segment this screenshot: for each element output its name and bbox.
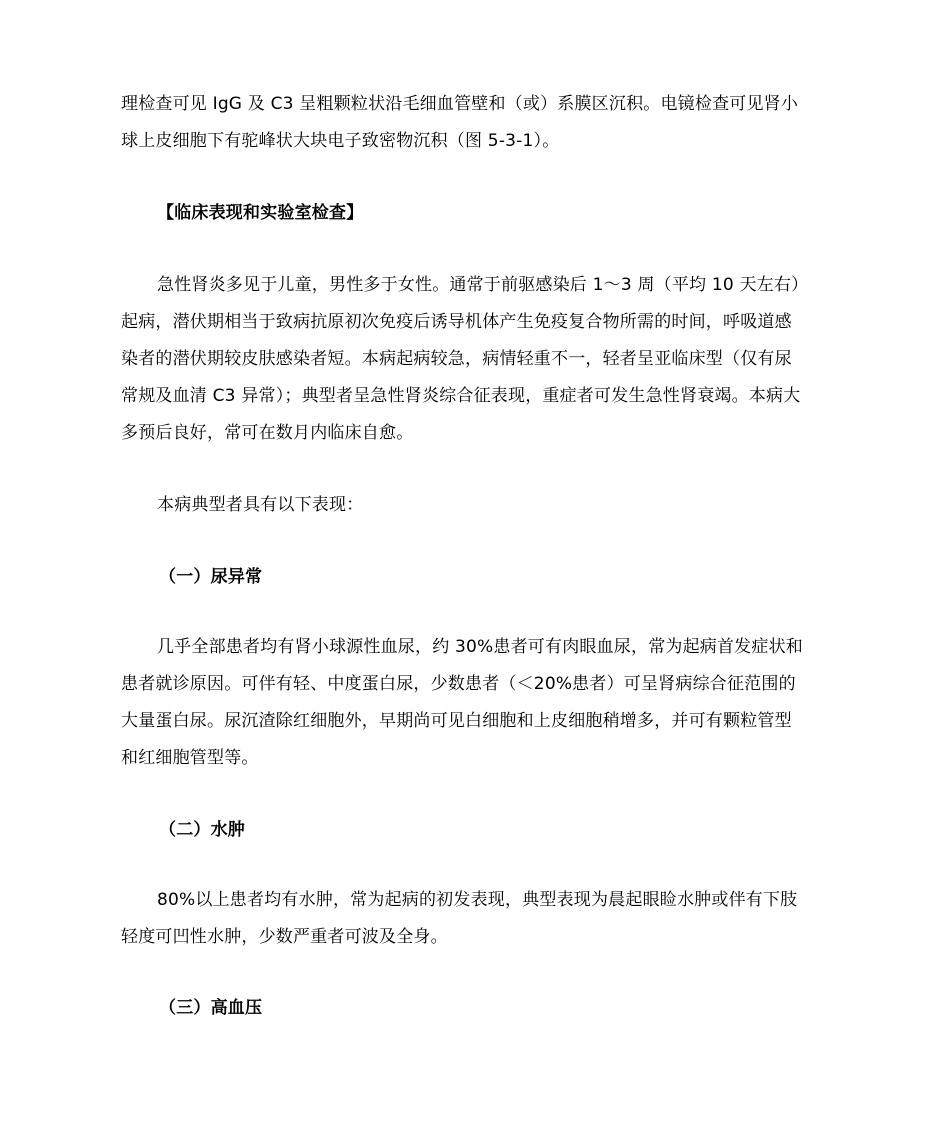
clinical-line-5: 多预后良好，常可在数月内临床自愈。 — [121, 423, 414, 443]
clinical-line-4: 常规及血清 C3 异常）；典型者呈急性肾炎综合征表现，重症者可发生急性肾衰竭。本病大 — [121, 386, 801, 406]
clinical-line-1: 急性肾炎多见于儿童，男性多于女性。通常于前驱感染后 1～3 周（平均 10 天左右） — [157, 275, 809, 295]
clinical-line-2: 起病，潜伏期相当于致病抗原初次免疫后诱导机体产生免疫复合物所需的时间，呼吸道感 — [121, 312, 792, 332]
urine-line-1: 几乎全部患者均有肾小球源性血尿，约 30%患者可有肉眼血尿，常为起病首发症状和 — [157, 637, 803, 657]
edema-line-2: 轻度可凹性水肿，少数严重者可波及全身。 — [121, 927, 448, 947]
subsection-title-urine: （一）尿异常 — [159, 567, 263, 587]
urine-line-2: 患者就诊原因。可伴有轻、中度蛋白尿，少数患者（＜20%患者）可呈肾病综合征范围的 — [121, 674, 796, 694]
intro-line-2: 球上皮细胞下有驼峰状大块电子致密物沉积（图 5-3-1）。 — [121, 131, 560, 151]
urine-line-4: 和红细胞管型等。 — [121, 748, 259, 768]
typical-paragraph: 本病典型者具有以下表现： — [157, 495, 364, 515]
intro-line-1: 理检查可见 IgG 及 C3 呈粗颗粒状沿毛细血管壁和（或）系膜区沉积。电镜检查可见肾小 — [121, 94, 799, 114]
clinical-line-3: 染者的潜伏期较皮肤感染者短。本病起病较急，病情轻重不一，轻者呈亚临床型（仅有尿 — [121, 349, 792, 369]
subsection-title-edema: （二）水肿 — [159, 820, 245, 840]
subsection-title-hypertension: （三）高血压 — [159, 998, 263, 1018]
edema-line-1: 80%以上患者均有水肿，常为起病的初发表现，典型表现为晨起眼睑水肿或伴有下肢 — [157, 890, 798, 910]
urine-line-3: 大量蛋白尿。尿沉渣除红细胞外，早期尚可见白细胞和上皮细胞稍增多，并可有颗粒管型 — [121, 711, 792, 731]
section-title: 【临床表现和实验室检查】 — [157, 203, 364, 223]
